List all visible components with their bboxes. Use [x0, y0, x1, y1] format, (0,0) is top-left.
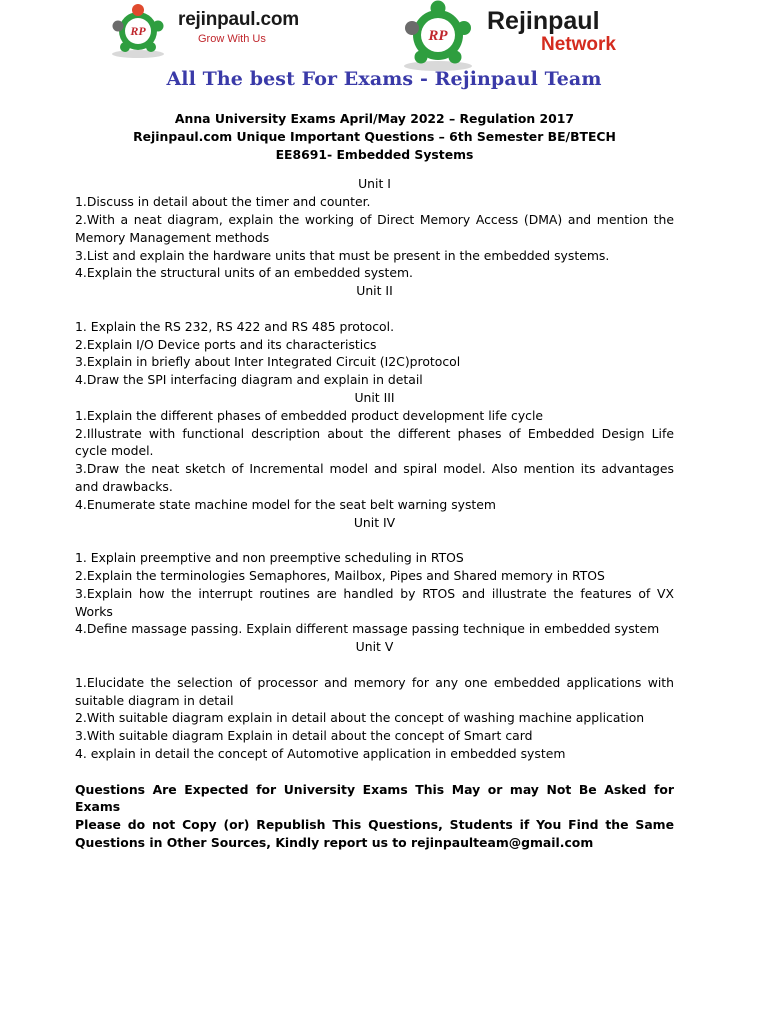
document-body: [75, 110, 674, 852]
question-item: 3.Draw the neat sketch of Incremental model and spiral model. Also mention its advantages and drawbacks.: [75, 461, 674, 494]
question-item: 2.Explain I/O Device ports and its characteristics: [75, 336, 377, 352]
question-item: 3.List and explain the hardware units that must be present in the embedded systems.: [75, 247, 610, 263]
question-item: 3.Explain in briefly about Inter Integrated Circuit (I2C)protocol: [75, 354, 461, 370]
rp-emblem-icon: [104, 4, 172, 60]
brand-name-right: Rejinpaul: [487, 7, 600, 35]
unit-heading: Unit II: [356, 283, 393, 299]
unit-heading: Unit I: [358, 176, 391, 192]
question-item: 1. Explain preemptive and non preemptive scheduling in RTOS: [75, 550, 464, 566]
question-item: 2.Explain the terminologies Semaphores, Mailbox, Pipes and Shared memory in RTOS: [75, 567, 605, 583]
unit-heading: Unit IV: [353, 514, 396, 530]
rp-network-emblem-icon: [393, 0, 483, 72]
question-item: 2.With suitable diagram explain in detail about the concept of washing machine application: [75, 710, 645, 726]
rejinpaul-com-logo: [104, 4, 299, 60]
question-item: 3.With suitable diagram Explain in detail about the concept of Smart card: [75, 728, 533, 744]
question-item: 1. Explain the RS 232, RS 422 and RS 485 protocol.: [75, 318, 395, 334]
question-item: 4.Define massage passing. Explain different massage passing technique in embedded system: [75, 621, 660, 637]
unit-heading: Unit III: [354, 389, 395, 405]
disclaimer-notice: [75, 781, 674, 852]
question-item: 4.Explain the structural units of an embedded system.: [75, 265, 413, 281]
exam-title: Anna University Exams April/May 2022 – Regulation 2017: [174, 111, 575, 126]
question-item: 2.With a neat diagram, explain the working of Direct Memory Access (DMA) and mention the Memory Management methods: [75, 211, 674, 245]
question-item: 1.Discuss in detail about the timer and counter.: [75, 194, 371, 210]
question-item: 1.Explain the different phases of embedded product development life cycle: [75, 407, 544, 423]
question-item: 2.Illustrate with functional description about the different phases of Embedded Design Life cycle model.: [75, 425, 674, 459]
notice-line-2: Please do not Copy (or) Republish This Questions, Students if You Find the Same Questions in Other Sources, Kindly report us to rejinpaulteam@gmail.com: [75, 817, 674, 851]
question-item: 1.Elucidate the selection of processor and memory for any one embedded applications with suitable diagram in detail: [75, 674, 674, 708]
svg-text:RP: RP: [130, 24, 146, 38]
question-item: 4. explain in detail the concept of Automotive application in embedded system: [75, 745, 566, 761]
unit-heading: Unit V: [355, 639, 394, 655]
brand-sub-network: Network: [541, 34, 616, 55]
brand-name-left: rejinpaul.com: [178, 9, 299, 30]
subject-title: EE8691- Embedded Systems: [275, 146, 474, 162]
rejinpaul-network-logo: [393, 0, 616, 72]
banner-title: All The best For Exams - Rejinpaul Team: [166, 68, 602, 90]
exam-subtitle: Rejinpaul.com Unique Important Questions – 6th Semester BE/BTECH: [133, 128, 616, 144]
question-item: 4.Enumerate state machine model for the seat belt warning system: [75, 496, 496, 512]
question-item: 4.Draw the SPI interfacing diagram and explain in detail: [75, 372, 423, 388]
svg-text:RP: RP: [428, 28, 448, 44]
brand-tagline: Grow With Us: [198, 33, 266, 45]
question-item: 3.Explain how the interrupt routines are handled by RTOS and illustrate the features of VX Works: [75, 585, 674, 619]
notice-line-1: Questions Are Expected for University Exams This May or may Not Be Asked for Exams: [75, 781, 674, 815]
